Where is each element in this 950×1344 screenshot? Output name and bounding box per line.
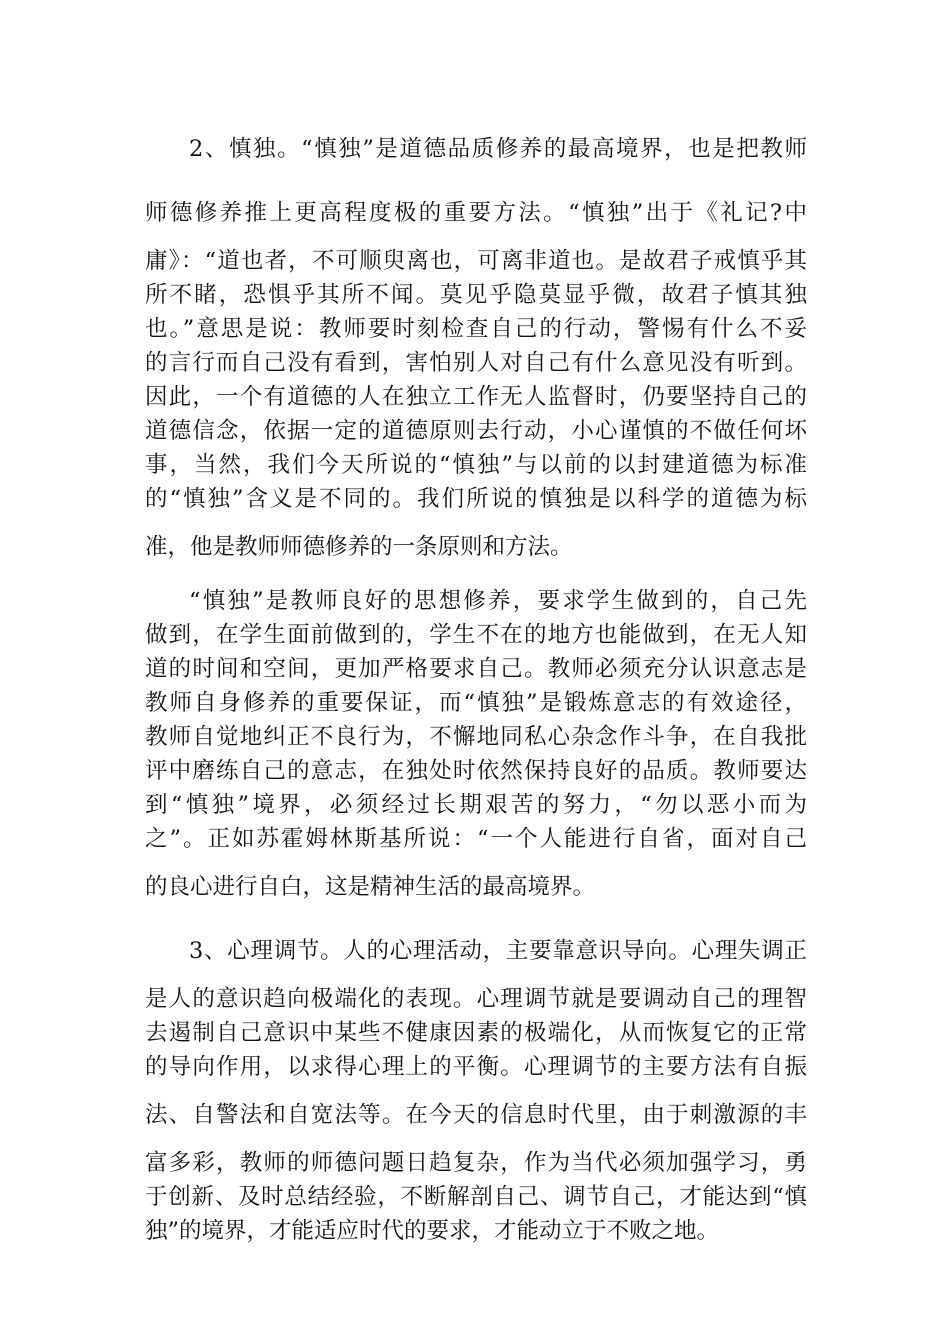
paragraph-line: 准，他是教师师德修养的一条原则和方法。 <box>145 534 573 560</box>
paragraph-line: 庸》：“道也者，不可顺臾离也，可离非道也。是故君子戒慎乎其 <box>145 248 807 274</box>
document-body <box>145 132 807 1248</box>
paragraph-line: 于创新、及时总结经验，不断解剖自己、调节自己，才能达到“慎 <box>145 1184 807 1210</box>
paragraph-line: 道的时间和空间，更加严格要求自己。教师必须充分认识意志是 <box>145 656 807 682</box>
paragraph-line: 到“慎独”境界，必须经过长期艰苦的努力，“勿以恶小而为 <box>145 792 807 818</box>
paragraph-line: 也。”意思是说：教师要时刻检查自己的行动，警惕有什么不妥 <box>145 316 807 342</box>
paragraph-line: 2、慎独。“慎独”是道德品质修养的最高境界，也是把教师 <box>189 136 807 162</box>
paragraph-line: 事，当然，我们今天所说的“慎独”与以前的以封建道德为标准 <box>145 452 807 478</box>
paragraph-line: 是人的意识趋向极端化的表现。心理调节就是要调动自己的理智 <box>145 986 807 1012</box>
paragraph-line: 教师自身修养的重要保证，而“慎独”是锻炼意志的有效途径， <box>145 690 807 716</box>
paragraph-line: 3、心理调节。人的心理活动，主要靠意识导向。心理失调正 <box>189 938 807 964</box>
paragraph-line: 因此，一个有道德的人在独立工作无人监督时，仍要坚持自己的 <box>145 384 807 410</box>
paragraph-xinli-tiaojie <box>145 934 807 1248</box>
paragraph-line: 教师自觉地纠正不良行为，不懈地同私心杂念作斗争，在自我批 <box>145 724 807 750</box>
paragraph-shendu-detail <box>145 584 807 904</box>
paragraph-line: “慎独”是教师良好的思想修养，要求学生做到的，自己先 <box>189 588 807 614</box>
paragraph-line: 评中磨练自己的意志，在独处时依然保持良好的品质。教师要达 <box>145 758 807 784</box>
paragraph-line: 的导向作用，以求得心理上的平衡。心理调节的主要方法有自振 <box>145 1054 807 1080</box>
paragraph-line: 独”的境界，才能适应时代的要求，才能动立于不败之地。 <box>145 1218 720 1244</box>
paragraph-line: 师德修养推上更高程度极的重要方法。“慎独”出于《礼记?中 <box>145 200 807 226</box>
paragraph-line: 的言行而自己没有看到，害怕别人对自己有什么意见没有听到。 <box>145 350 807 376</box>
paragraph-shendu <box>145 132 807 564</box>
paragraph-line: 的良心进行自白，这是精神生活的最高境界。 <box>145 874 596 900</box>
paragraph-line: 去遏制自己意识中某些不健康因素的极端化，从而恢复它的正常 <box>145 1020 807 1046</box>
paragraph-line: 富多彩，教师的师德问题日趋复杂，作为当代必须加强学习，勇 <box>145 1150 807 1176</box>
paragraph-line: 道德信念，依据一定的道德原则去行动，小心谨慎的不做任何坏 <box>145 418 807 444</box>
paragraph-line: 做到，在学生面前做到的，学生不在的地方也能做到，在无人知 <box>145 622 807 648</box>
paragraph-line: 的“慎独”含义是不同的。我们所说的慎独是以科学的道德为标 <box>145 486 807 512</box>
paragraph-line: 法、自警法和自宽法等。在今天的信息时代里，由于刺激源的丰 <box>145 1102 807 1128</box>
paragraph-line: 之”。正如苏霍姆林斯基所说：“一个人能进行自省，面对自己 <box>145 826 807 852</box>
paragraph-line: 所不睹，恐惧乎其所不闻。莫见乎隐莫显乎微，故君子慎其独 <box>145 282 807 308</box>
